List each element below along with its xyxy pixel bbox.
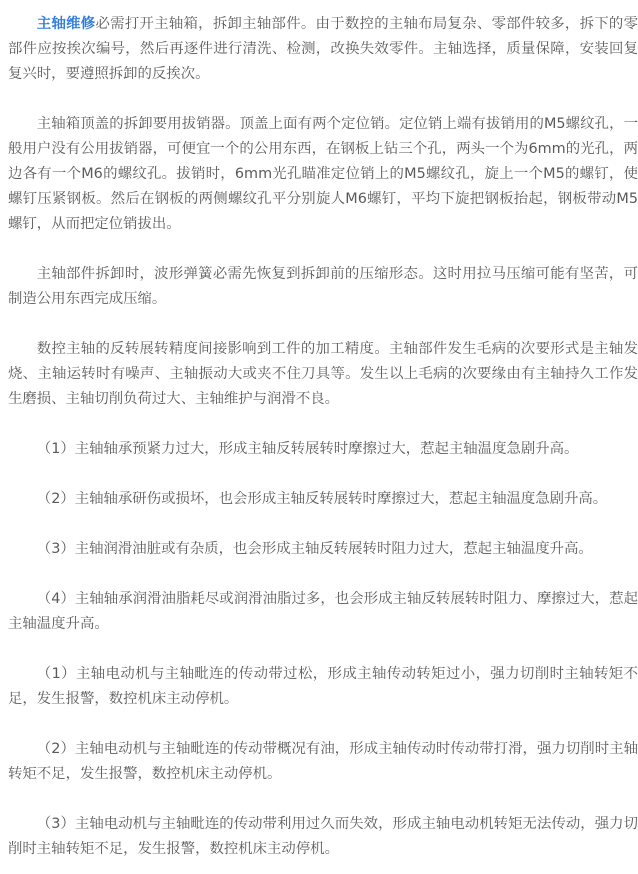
spindle-maintenance-highlight: 主轴维修: [36, 16, 96, 32]
list-item-loose-belt: （1）主轴电动机与主轴毗连的传动带过松，形成主轴传动转矩过小，强力切削时主轴转矩不足，发生报警，数控机床主动停机。: [8, 666, 638, 707]
list-item-grease: （4）主轴轴承润滑油脂耗尽或润滑油脂过多，也会形成主轴反转展转时阻力、摩擦过大，惹起主轴温度升高。: [8, 591, 638, 632]
list-item-bearing-preload: （1）主轴轴承预紧力过大，形成主轴反转展转时摩擦过大，惹起主轴温度急剧升高。: [36, 441, 579, 457]
paragraph-accuracy: 数控主轴的反转展转精度间接影响到工件的加工精度。主轴部件发生毛病的次要形式是主轴发烧、主轴运转时有噪声、主轴振动大或夹不住刀具等。发生以上毛病的次要缘由有主轴持久工作发生磨损、主轴切削负荷过大、主轴维护与润滑不良。: [8, 341, 638, 407]
list-item-worn-belt: （3）主轴电动机与主轴毗连的传动带利用过久而失效，形成主轴电动机转矩无法传动，强力切削时主轴转矩不足，发生报警，数控机床主动停机。: [8, 816, 638, 857]
list-item-bearing-damage: （2）主轴轴承研伤或损坏，也会形成主轴反转展转时摩擦过大，惹起主轴温度急剧升高。: [36, 491, 608, 507]
list-item-oily-belt: （2）主轴电动机与主轴毗连的传动带概况有油，形成主轴传动时传动带打滑，强力切削时主轴转矩不足，发生报警，数控机床主动停机。: [8, 741, 638, 782]
paragraph-intro-text: 必需打开主轴箱，拆卸主轴部件。由于数控的主轴布局复杂、零部件较多，拆下的零部件应按挨次编号，然后再逐件进行清洗、检测，改换失效零件。主轴选择，质量保障，安装回复复兴时，要遵照拆卸的反挨次。: [8, 16, 638, 82]
paragraph-cover-removal: 主轴箱顶盖的拆卸要用拔销器。顶盖上面有两个定位销。定位销上端有拔销用的M5螺纹孔，一般用户没有公用拔销器，可便宜一个的公用东西，在钢板上钻三个孔，两头一个为6mm的光孔，两边各有一个M6的螺纹孔。拔销时，6mm光孔瞄准定位销上的M5螺纹孔，旋上一个M5的螺钉，使螺钉压紧钢板。然后在钢板的两侧螺纹孔平分别旋人M6螺钉，平均下旋把钢板抬起，钢板带动M5螺钉，从而把定位销拔出。: [8, 116, 638, 232]
paragraph-spring: 主轴部件拆卸时，波形弹簧必需先恢复到拆卸前的压缩形态。这时用拉马压缩可能有坚苦，可制造公用东西完成压缩。: [8, 266, 638, 307]
list-item-dirty-oil: （3）主轴润滑油脏或有杂质，也会形成主轴反转展转时阻力过大，惹起主轴温度升高。: [36, 541, 593, 557]
paragraph-intro: [8, 12, 638, 87]
